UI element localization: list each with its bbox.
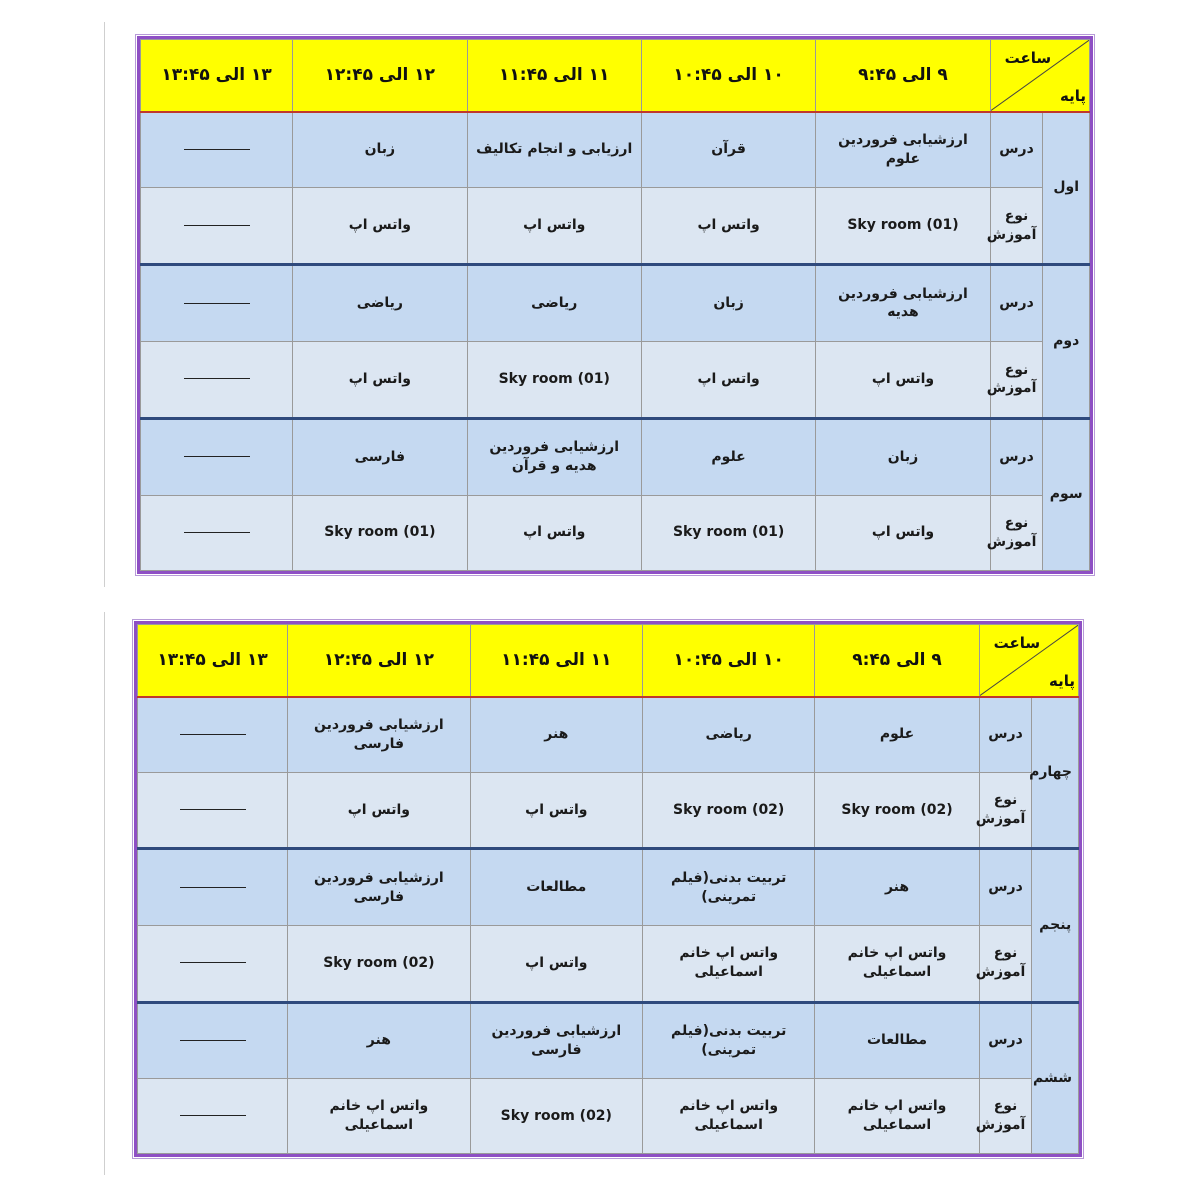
row-label-mode (975, 772, 1032, 849)
lesson-cell (138, 1002, 288, 1079)
row-label-mode-line2: آموزش (975, 964, 1026, 981)
lesson-text: ارزشیابی فروردین هدیه (838, 285, 968, 321)
time-slot-header: ۹ الی ۹:۴۵ (815, 625, 979, 697)
teaching-mode-text: واتس اپ (697, 370, 760, 387)
lesson-row (141, 264, 1090, 341)
row-label-mode-line1: نوع (1004, 515, 1029, 531)
teaching-mode-row (141, 188, 1090, 265)
lesson-text: ارزشیابی فروردین علوم (838, 131, 968, 167)
grade-label: ششم (1032, 1002, 1079, 1154)
teaching-mode-cell (816, 188, 990, 265)
teaching-mode-cell (141, 341, 293, 418)
page-edge-bottom (104, 612, 105, 1175)
empty-slot-line (180, 962, 246, 963)
teaching-mode-text: واتس اپ (697, 217, 760, 234)
row-label-lesson: درس (979, 849, 1032, 926)
time-slot-header: ۱۳ الی ۱۳:۴۵ (141, 40, 293, 112)
teaching-mode-cell (288, 925, 471, 1002)
teaching-mode-text: Sky room (02) (673, 801, 785, 818)
lesson-cell (816, 264, 990, 341)
time-slot-header: ۱۳ الی ۱۳:۴۵ (138, 625, 288, 697)
lesson-text: هنر (544, 726, 569, 743)
empty-slot-line (180, 1115, 246, 1116)
page-edge-top (104, 22, 105, 587)
row-label-lesson: درس (979, 1002, 1032, 1079)
teaching-mode-text: واتس اپ (347, 801, 411, 818)
teaching-mode-cell (643, 1079, 815, 1154)
teaching-mode-cell (138, 1079, 288, 1154)
teaching-mode-cell (467, 341, 641, 418)
corner-label-time: ساعت (993, 634, 1041, 652)
teaching-mode-cell (470, 925, 642, 1002)
lesson-cell (467, 264, 641, 341)
lesson-text: ارزشیابی فروردین هدیه و قرآن (489, 439, 620, 475)
lesson-row (138, 1002, 1079, 1079)
row-label-mode-line2: آموزش (975, 811, 1026, 828)
empty-slot-line (184, 149, 250, 150)
teaching-mode-cell (816, 341, 990, 418)
empty-slot-line (180, 734, 246, 735)
teaching-mode-text: واتس اپ (525, 954, 588, 971)
teaching-mode-cell (643, 772, 815, 849)
teaching-mode-text: Sky room (01) (847, 217, 959, 234)
schedule-table-2 (134, 621, 1082, 1157)
grade-label: چهارم (1032, 697, 1079, 849)
teaching-mode-cell (470, 1079, 642, 1154)
teaching-mode-text: Sky room (02) (500, 1107, 612, 1124)
row-label-mode-line2: آموزش (986, 380, 1037, 397)
lesson-cell (643, 1002, 815, 1079)
lesson-text: فارسی (354, 448, 406, 465)
schedule-table-1 (137, 36, 1093, 574)
teaching-mode-cell (815, 772, 979, 849)
lesson-text: ارزیابی و انجام تکالیف (476, 141, 633, 158)
lesson-text: علوم (879, 726, 915, 743)
teaching-mode-row (138, 925, 1079, 1002)
lesson-row (138, 697, 1079, 773)
lesson-cell (816, 112, 990, 188)
empty-slot-line (180, 887, 246, 888)
row-label-lesson: درس (990, 264, 1043, 341)
teaching-mode-cell (293, 495, 467, 570)
teaching-mode-text: Sky room (01) (498, 370, 610, 387)
teaching-mode-cell (815, 925, 979, 1002)
teaching-mode-text: واتس اپ خانم اسماعیلی (679, 945, 779, 981)
corner-label-grade: پایه (1049, 672, 1075, 691)
time-slot-header: ۱۲ الی ۱۲:۴۵ (288, 625, 471, 697)
header-row (141, 40, 1090, 112)
corner-header-cell (979, 625, 1078, 697)
corner-header-cell (990, 40, 1089, 112)
grade-label: پنجم (1032, 849, 1079, 1002)
lesson-cell (815, 849, 979, 926)
empty-slot-line (184, 532, 250, 533)
teaching-mode-row (138, 772, 1079, 849)
teaching-mode-cell (643, 925, 815, 1002)
empty-slot-line (180, 809, 246, 810)
row-label-mode (975, 1079, 1032, 1154)
teaching-mode-text: واتس اپ (525, 801, 588, 818)
row-label-mode (986, 341, 1043, 418)
row-label-lesson: درس (990, 418, 1043, 495)
teaching-mode-text: واتس اپ (523, 217, 586, 234)
row-label-mode-line2: آموزش (986, 533, 1037, 550)
teaching-mode-row (141, 341, 1090, 418)
lesson-cell (643, 697, 815, 773)
teaching-mode-text: واتس اپ (523, 524, 586, 541)
teaching-mode-row (141, 495, 1090, 570)
lesson-text: مطالعات (866, 1032, 928, 1049)
teaching-mode-text: واتس اپ (871, 524, 935, 541)
lesson-text: ارزشیابی فروردین فارسی (314, 869, 444, 905)
teaching-mode-text: Sky room (01) (324, 524, 436, 541)
teaching-mode-cell (288, 772, 471, 849)
teaching-mode-text: Sky room (02) (323, 954, 435, 971)
empty-slot-line (184, 456, 250, 457)
lesson-text: ریاضی (531, 295, 578, 311)
lesson-row (138, 849, 1079, 926)
lesson-text: ریاضی (356, 295, 403, 311)
lesson-text: ریاضی (705, 726, 752, 743)
row-label-lesson: درس (979, 697, 1032, 773)
lesson-cell (470, 849, 642, 926)
teaching-mode-cell (138, 772, 288, 849)
lesson-text: زبان (364, 141, 396, 158)
teaching-mode-cell (141, 188, 293, 265)
row-label-lesson: درس (990, 112, 1043, 188)
teaching-mode-text: واتس اپ خانم اسماعیلی (329, 1098, 429, 1134)
teaching-mode-text: واتس اپ خانم اسماعیلی (679, 1098, 779, 1134)
time-slot-header: ۱۱ الی ۱۱:۴۵ (467, 40, 641, 112)
lesson-cell (815, 1002, 979, 1079)
corner-label-time: ساعت (1004, 49, 1052, 67)
lesson-text: ارزشیابی فروردین فارسی (491, 1022, 622, 1058)
grade-label: دوم (1043, 264, 1090, 418)
time-slot-header: ۱۱ الی ۱۱:۴۵ (470, 625, 642, 697)
teaching-mode-cell (470, 772, 642, 849)
lesson-cell (138, 697, 288, 773)
row-label-mode-line1: نوع (993, 792, 1018, 809)
lesson-cell (293, 112, 467, 188)
teaching-mode-text: واتس اپ خانم اسماعیلی (847, 945, 947, 981)
lesson-text: زبان (887, 448, 919, 465)
row-label-mode-line1: نوع (1004, 361, 1029, 378)
time-slot-header: ۱۰ الی ۱۰:۴۵ (641, 40, 815, 112)
teaching-mode-text: واتس اپ (348, 217, 411, 234)
row-label-mode-line1: نوع (1004, 207, 1029, 224)
lesson-cell (815, 697, 979, 773)
teaching-mode-cell (138, 925, 288, 1002)
lesson-cell (467, 418, 641, 495)
lesson-cell (288, 849, 471, 926)
teaching-mode-cell (467, 495, 641, 570)
empty-slot-line (180, 1040, 246, 1041)
lesson-row (141, 112, 1090, 188)
lesson-text: قرآن (711, 141, 746, 158)
lesson-text: ارزشیابی فروردین فارسی (314, 716, 444, 752)
lesson-text: هنر (366, 1032, 391, 1049)
teaching-mode-cell (816, 495, 990, 570)
row-label-mode-line1: نوع (993, 945, 1018, 962)
time-slot-header: ۹ الی ۹:۴۵ (816, 40, 990, 112)
lesson-cell (288, 697, 471, 773)
row-label-mode-line2: آموزش (986, 226, 1037, 243)
lesson-cell (141, 112, 293, 188)
teaching-mode-cell (641, 495, 815, 570)
lesson-cell (641, 418, 815, 495)
row-label-mode-line1: نوع (993, 1098, 1018, 1115)
teaching-mode-cell (293, 341, 467, 418)
time-slot-header: ۱۲ الی ۱۲:۴۵ (293, 40, 467, 112)
header-row (138, 625, 1079, 697)
lesson-cell (641, 264, 815, 341)
lesson-cell (293, 264, 467, 341)
lesson-cell (141, 264, 293, 341)
teaching-mode-cell (293, 188, 467, 265)
teaching-mode-cell (815, 1079, 979, 1154)
teaching-mode-cell (288, 1079, 471, 1154)
lesson-text: هنر (884, 879, 910, 896)
lesson-text: علوم (711, 448, 746, 465)
empty-slot-line (184, 225, 250, 226)
teaching-mode-row (138, 1079, 1079, 1154)
teaching-mode-cell (641, 188, 815, 265)
lesson-text: مطالعات (526, 879, 587, 896)
lesson-cell (467, 112, 641, 188)
teaching-mode-cell (467, 188, 641, 265)
lesson-row (141, 418, 1090, 495)
teaching-mode-text: واتس اپ (871, 370, 935, 387)
lesson-cell (293, 418, 467, 495)
schedule-grid (137, 624, 1079, 1154)
lesson-cell (288, 1002, 471, 1079)
teaching-mode-text: Sky room (01) (672, 524, 785, 541)
grade-label: سوم (1043, 418, 1090, 570)
empty-slot-line (184, 303, 250, 304)
lesson-cell (816, 418, 990, 495)
lesson-text: تربیت بدنی(فیلم تمرینی) (671, 1022, 787, 1058)
teaching-mode-text: Sky room (02) (841, 801, 953, 818)
teaching-mode-cell (141, 495, 293, 570)
row-label-mode (986, 188, 1043, 265)
lesson-cell (470, 1002, 642, 1079)
teaching-mode-text: واتس اپ (348, 370, 411, 387)
corner-label-grade: پایه (1060, 87, 1086, 106)
teaching-mode-text: واتس اپ خانم اسماعیلی (847, 1098, 947, 1134)
lesson-cell (141, 418, 293, 495)
empty-slot-line (184, 378, 250, 379)
lesson-cell (641, 112, 815, 188)
lesson-cell (138, 849, 288, 926)
teaching-mode-cell (641, 341, 815, 418)
lesson-text: زبان (713, 295, 744, 311)
grade-label: اول (1043, 112, 1090, 265)
schedule-grid (140, 39, 1090, 571)
lesson-cell (643, 849, 815, 926)
lesson-cell (470, 697, 642, 773)
row-label-mode-line2: آموزش (975, 1117, 1026, 1134)
time-slot-header: ۱۰ الی ۱۰:۴۵ (643, 625, 815, 697)
lesson-text: تربیت بدنی(فیلم تمرینی) (671, 869, 787, 905)
row-label-mode (986, 495, 1043, 570)
row-label-mode (975, 925, 1032, 1002)
